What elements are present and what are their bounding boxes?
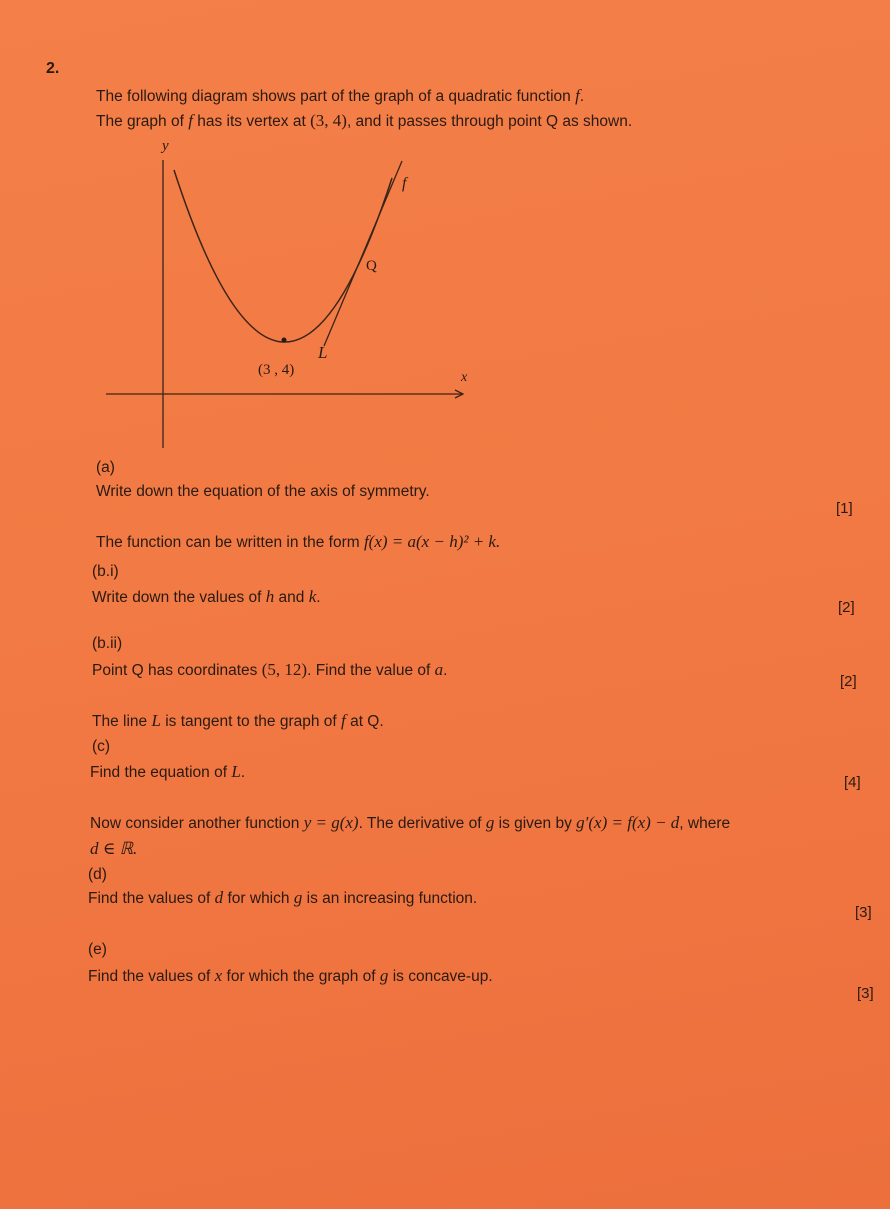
tangent-intro-f: f xyxy=(341,711,346,730)
g-intro-text-d: , where xyxy=(679,815,731,832)
part-a-marks: [1] xyxy=(836,500,853,517)
part-bii-end: . xyxy=(443,662,448,679)
part-e-g: g xyxy=(379,966,389,985)
part-d-question xyxy=(88,888,477,908)
point-q-coords: (5, 12) xyxy=(261,660,308,679)
intro-vertex-coords: (3, 4) xyxy=(310,111,347,130)
tangent-label-l: L xyxy=(318,343,328,362)
part-bi-k: k xyxy=(308,587,317,606)
part-bi-h: h xyxy=(265,587,275,606)
part-bi-end: . xyxy=(316,589,321,606)
g-intro-line-1 xyxy=(90,813,730,833)
question-number: 2. xyxy=(46,60,60,77)
tangent-line-l xyxy=(324,161,402,346)
part-e-text-b: for which the graph of xyxy=(222,968,380,985)
tangent-intro-text-a: The line xyxy=(92,713,152,730)
intro-line-1-fn: f xyxy=(575,86,580,105)
part-d-d: d xyxy=(214,888,224,907)
part-e-question xyxy=(88,966,493,986)
vertex-form-formula: f(x) = a(x − h)² + k. xyxy=(363,532,501,551)
vertex-point xyxy=(282,338,287,343)
g-derivative-formula: g′(x) = f(x) − d xyxy=(576,813,680,832)
tangent-intro-text-c: at Q. xyxy=(345,713,384,730)
intro-line-2-text-b: has its vertex at xyxy=(192,113,311,130)
tangent-intro-text-b: is tangent to the graph of xyxy=(160,713,342,730)
part-d-marks: [3] xyxy=(855,904,872,921)
part-c-l: L xyxy=(231,762,241,781)
g-intro-text-a: Now consider another function xyxy=(90,815,304,832)
quadratic-graph xyxy=(0,0,890,470)
part-bi-label: (b.i) xyxy=(92,563,119,580)
x-axis-label: x xyxy=(461,370,468,385)
part-bi-question xyxy=(92,587,321,607)
part-bii-question xyxy=(92,660,447,680)
part-a-label: (a) xyxy=(96,459,115,476)
part-bi-text: Write down the values of xyxy=(92,589,266,606)
part-bii-marks: [2] xyxy=(840,673,857,690)
intro-line-1-end: . xyxy=(579,88,585,105)
part-bii-a: a xyxy=(434,660,444,679)
point-q-label: Q xyxy=(366,258,377,274)
part-c-label: (c) xyxy=(92,738,111,755)
form-intro-text: The function can be written in the form xyxy=(96,534,364,551)
part-d-text-a: Find the values of xyxy=(88,890,215,907)
part-bii-text-a: Point Q has coordinates xyxy=(92,662,262,679)
part-a-question: Write down the equation of the axis of symmetry. xyxy=(96,483,430,500)
part-d-g: g xyxy=(293,888,303,907)
part-bii-text-b: . Find the value of xyxy=(307,662,435,679)
intro-line-2-text-c: , and it passes through point Q as shown. xyxy=(346,113,633,130)
part-d-label: (d) xyxy=(88,866,107,883)
y-axis-label: y xyxy=(162,138,169,154)
part-c-marks: [4] xyxy=(844,774,861,791)
intro-line-1-text: The following diagram shows part of the graph of a quadratic function xyxy=(96,88,576,105)
g-intro-line-2: d ∈ ℝ. xyxy=(90,839,138,858)
part-c-end: . xyxy=(240,764,246,781)
g-intro-g: g xyxy=(485,813,495,832)
g-intro-text-c: is given by xyxy=(494,815,577,832)
part-c-question xyxy=(90,762,245,782)
part-d-text-c: is an increasing function. xyxy=(302,890,478,907)
vertex-label: (3 , 4) xyxy=(258,362,295,378)
part-e-text-a: Find the values of xyxy=(88,968,215,985)
curve-label-f: f xyxy=(402,175,407,192)
tangent-intro xyxy=(92,711,384,731)
g-intro-eq1: y = g(x) xyxy=(303,813,359,832)
part-bi-marks: [2] xyxy=(838,599,855,616)
form-intro xyxy=(96,532,500,552)
part-e-x: x xyxy=(214,966,223,985)
parabola-curve xyxy=(174,170,392,342)
part-d-text-b: for which xyxy=(223,890,294,907)
intro-line-2-text-a: The graph of xyxy=(96,113,189,130)
part-c-text: Find the equation of xyxy=(90,764,232,781)
part-bi-and: and xyxy=(274,589,309,606)
intro-line-2-fn: f xyxy=(188,111,193,130)
part-bii-label: (b.ii) xyxy=(92,635,123,652)
part-e-text-c: is concave-up. xyxy=(388,968,493,985)
part-e-marks: [3] xyxy=(857,985,874,1002)
tangent-intro-l: L xyxy=(151,711,161,730)
g-intro-text-b: . The derivative of xyxy=(358,815,486,832)
part-e-label: (e) xyxy=(88,941,107,958)
